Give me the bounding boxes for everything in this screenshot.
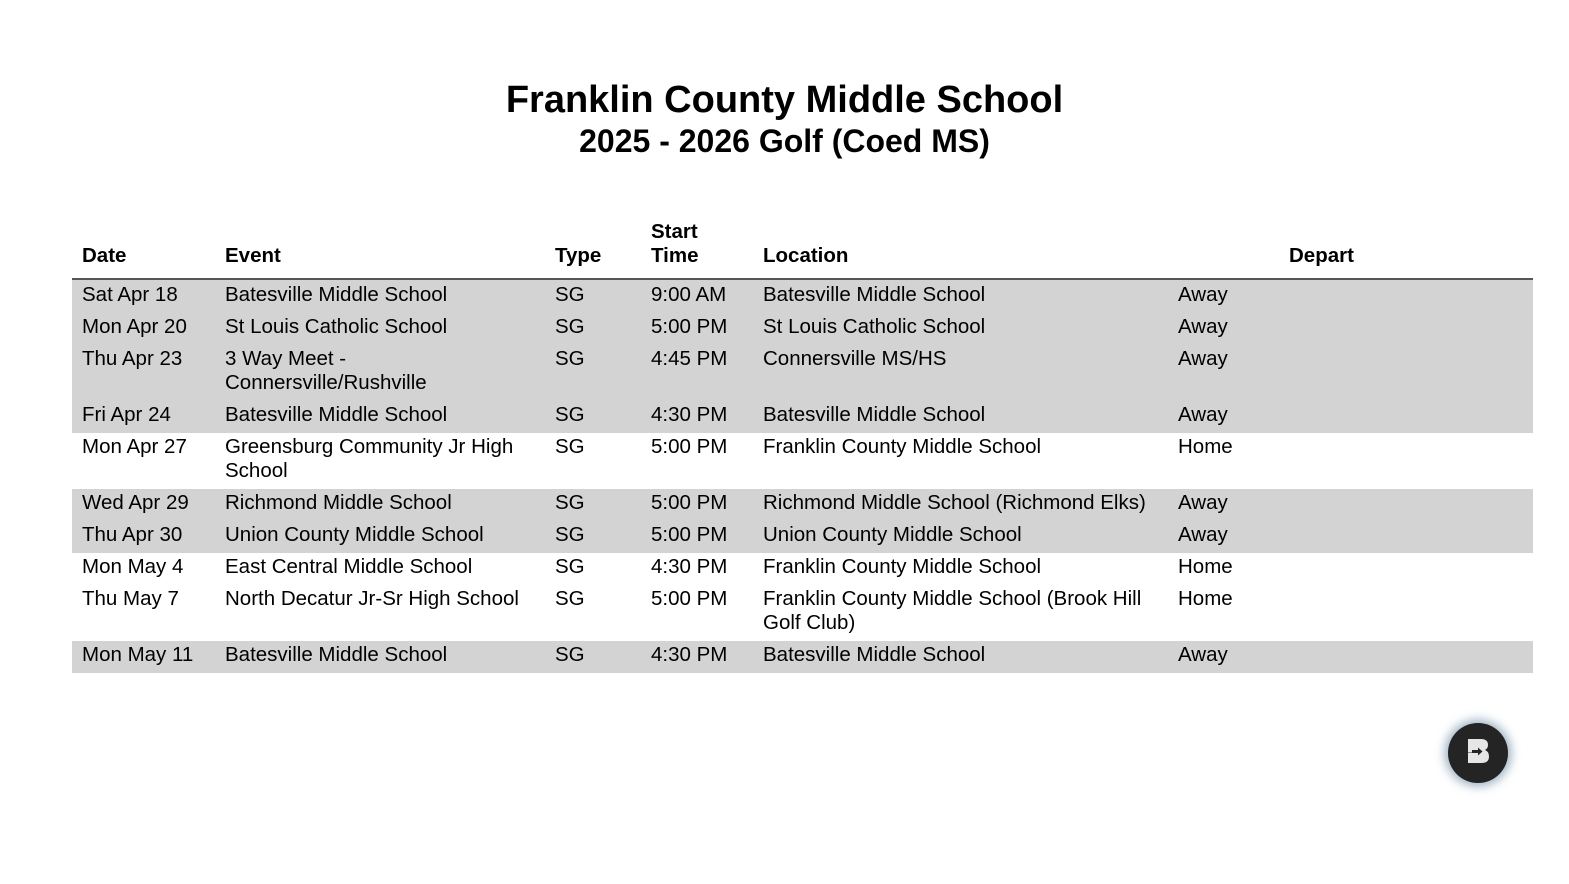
cell-location: Connersville MS/HS xyxy=(753,345,1168,401)
column-header-date: Date xyxy=(72,216,215,279)
cell-depart xyxy=(1279,279,1533,313)
cell-start-time: 5:00 PM xyxy=(651,435,728,458)
column-header-type: Type xyxy=(545,216,641,279)
cell-location: Richmond Middle School (Richmond Elks) xyxy=(753,489,1168,521)
table-row xyxy=(72,433,1533,489)
cell-date: Mon Apr 20 xyxy=(72,313,215,345)
season-subtitle: 2025 - 2026 Golf (Coed MS) xyxy=(579,123,990,159)
cell-type: SG xyxy=(545,521,641,553)
cell-start-time: 5:00 PM xyxy=(641,313,753,345)
column-header-depart: Depart xyxy=(1279,216,1533,279)
cell-home-away: Home xyxy=(1178,555,1233,578)
cell-depart xyxy=(1279,641,1533,673)
cell-date: Mon May 11 xyxy=(72,641,215,673)
cell-home-away: Away xyxy=(1168,345,1279,401)
cell-event: East Central Middle School xyxy=(225,555,473,578)
cell-depart xyxy=(1279,489,1533,521)
schedule-table xyxy=(72,216,1533,673)
table-row xyxy=(72,521,1533,553)
cell-depart xyxy=(1279,401,1533,433)
cell-start-time: 5:00 PM xyxy=(651,587,728,610)
cell-event: Batesville Middle School xyxy=(215,401,545,433)
b-logo-icon xyxy=(1463,736,1493,771)
cell-event: Union County Middle School xyxy=(215,521,545,553)
cell-date: Mon Apr 27 xyxy=(82,435,187,458)
cell-home-away: Away xyxy=(1168,279,1279,313)
cell-start-time: 4:30 PM xyxy=(641,401,753,433)
cell-date: Fri Apr 24 xyxy=(72,401,215,433)
cell-start-time: 4:30 PM xyxy=(641,641,753,673)
school-title: Franklin County Middle School xyxy=(505,79,1064,121)
column-header-home-away xyxy=(1168,216,1279,279)
cell-location: Batesville Middle School xyxy=(753,279,1168,313)
cell-type: SG xyxy=(545,489,641,521)
floating-action-button[interactable] xyxy=(1448,723,1508,783)
table-row xyxy=(72,345,1533,401)
table-row xyxy=(72,313,1533,345)
cell-type: SG xyxy=(545,279,641,313)
table-row xyxy=(72,279,1533,313)
cell-location: Franklin County Middle School xyxy=(763,435,1042,458)
column-header-start-time: Start Time xyxy=(641,216,753,279)
document-header xyxy=(0,78,1569,160)
cell-date: Wed Apr 29 xyxy=(72,489,215,521)
cell-type: SG xyxy=(545,401,641,433)
table-row xyxy=(72,641,1533,673)
cell-depart xyxy=(1279,521,1533,553)
cell-depart xyxy=(1279,313,1533,345)
cell-event: Batesville Middle School xyxy=(215,279,545,313)
cell-type: SG xyxy=(545,313,641,345)
table-row xyxy=(72,401,1533,433)
table-row xyxy=(72,553,1533,585)
cell-type: SG xyxy=(545,641,641,673)
cell-location: Batesville Middle School xyxy=(753,641,1168,673)
cell-type: SG xyxy=(555,555,585,578)
schedule-body xyxy=(72,279,1533,673)
cell-location: Franklin County Middle School (Brook Hill Golf Club) xyxy=(763,587,1142,634)
cell-type: SG xyxy=(555,435,585,458)
cell-event: Richmond Middle School xyxy=(215,489,545,521)
cell-home-away: Away xyxy=(1168,521,1279,553)
cell-location: St Louis Catholic School xyxy=(753,313,1168,345)
cell-home-away: Away xyxy=(1168,313,1279,345)
cell-event: Batesville Middle School xyxy=(215,641,545,673)
cell-start-time: 4:30 PM xyxy=(651,555,728,578)
cell-start-time: 4:45 PM xyxy=(641,345,753,401)
cell-date: Thu Apr 30 xyxy=(72,521,215,553)
cell-start-time: 5:00 PM xyxy=(641,489,753,521)
cell-event: St Louis Catholic School xyxy=(215,313,545,345)
table-row xyxy=(72,585,1533,641)
cell-home-away: Home xyxy=(1178,587,1233,610)
cell-event: Greensburg Community Jr High School xyxy=(225,435,514,482)
cell-depart xyxy=(1279,433,1533,489)
cell-location: Union County Middle School xyxy=(753,521,1168,553)
cell-event: 3 Way Meet - Connersville/Rushville xyxy=(215,345,545,401)
cell-date: Thu Apr 23 xyxy=(72,345,215,401)
cell-date: Mon May 4 xyxy=(82,555,184,578)
cell-depart xyxy=(1279,345,1533,401)
cell-date: Sat Apr 18 xyxy=(72,279,215,313)
cell-type: SG xyxy=(555,587,585,610)
column-header-event: Event xyxy=(215,216,545,279)
cell-depart xyxy=(1279,585,1533,641)
cell-home-away: Away xyxy=(1168,489,1279,521)
column-header-location: Location xyxy=(753,216,1168,279)
cell-type: SG xyxy=(545,345,641,401)
table-header-row xyxy=(72,216,1533,279)
cell-event: North Decatur Jr-Sr High School xyxy=(225,587,519,610)
cell-home-away: Home xyxy=(1178,435,1233,458)
cell-location: Batesville Middle School xyxy=(753,401,1168,433)
cell-home-away: Away xyxy=(1168,401,1279,433)
cell-start-time: 5:00 PM xyxy=(641,521,753,553)
cell-depart xyxy=(1279,553,1533,585)
cell-home-away: Away xyxy=(1168,641,1279,673)
table-row xyxy=(72,489,1533,521)
cell-date: Thu May 7 xyxy=(82,587,179,610)
cell-location: Franklin County Middle School xyxy=(763,555,1042,578)
cell-start-time: 9:00 AM xyxy=(641,279,753,313)
